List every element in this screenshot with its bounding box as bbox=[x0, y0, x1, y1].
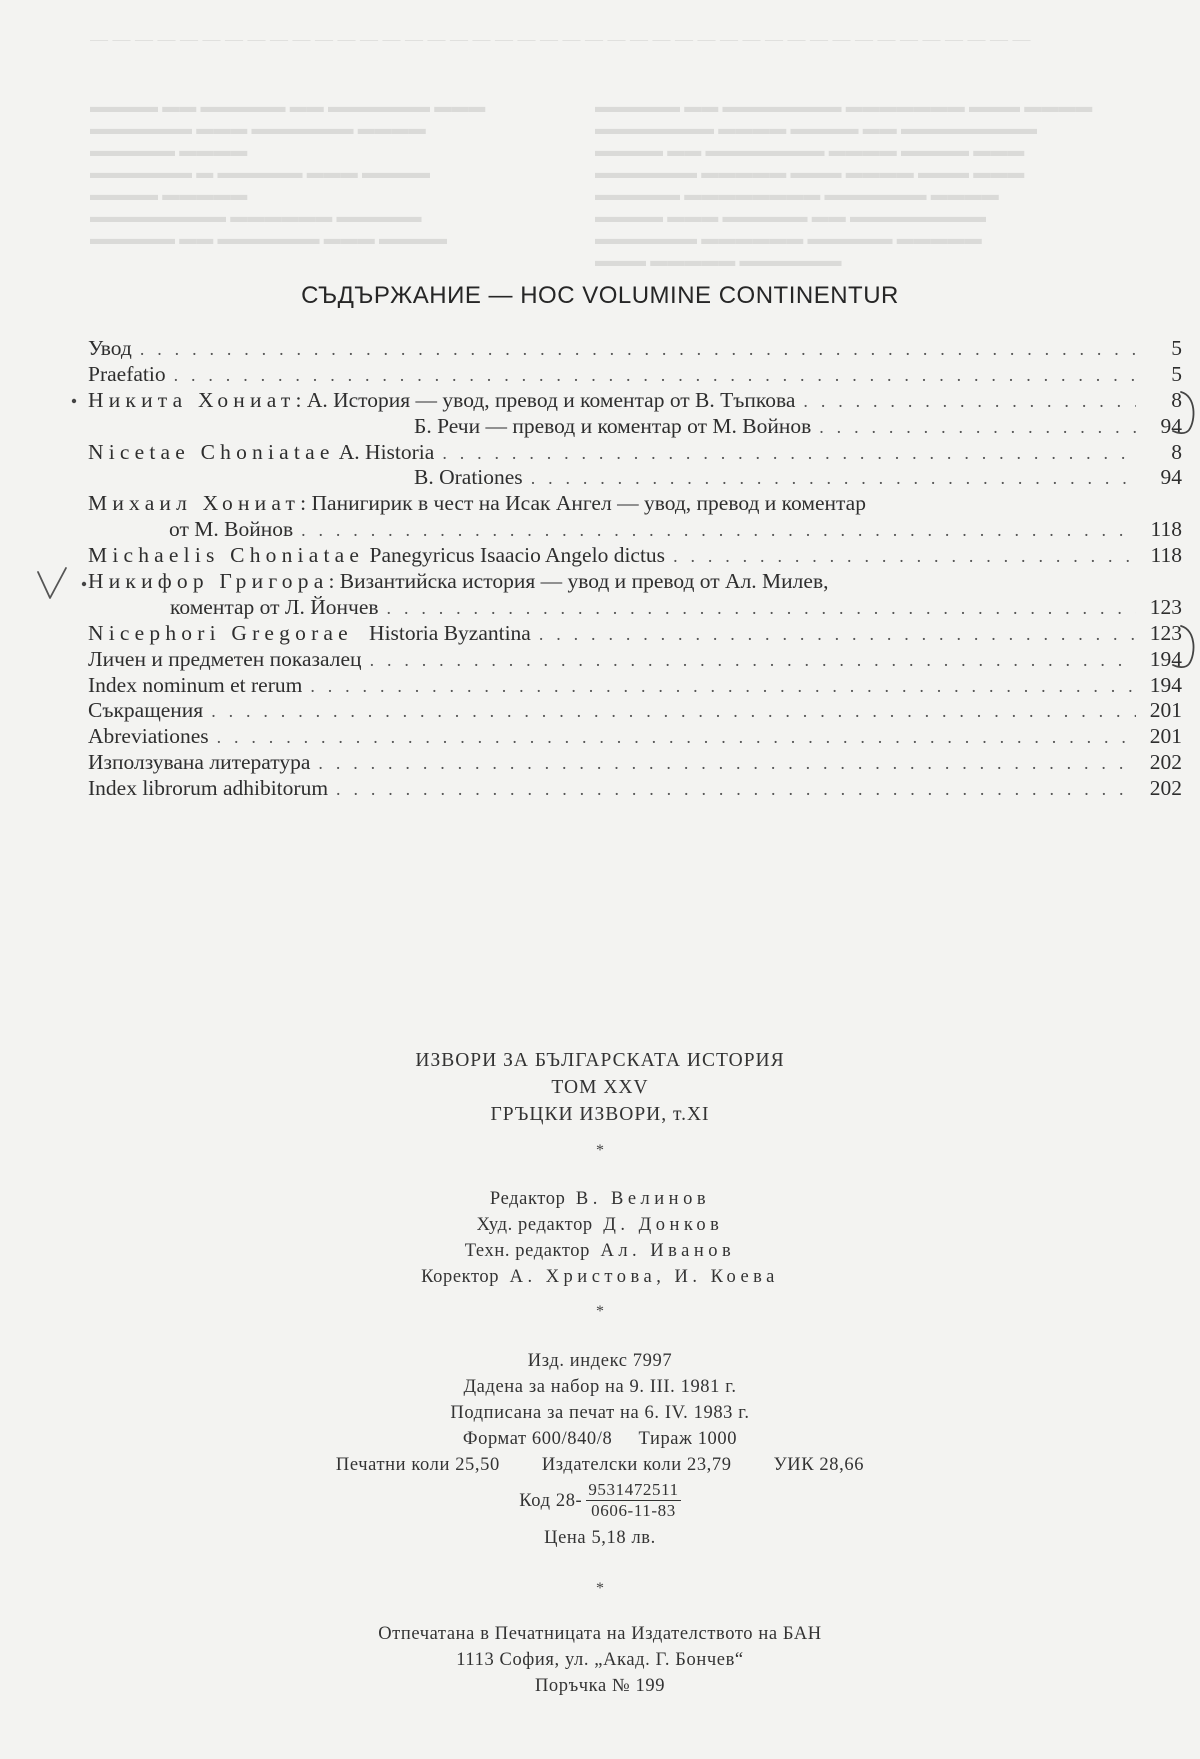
pencil-dot-mark bbox=[82, 582, 86, 586]
toc-page-number: 94 bbox=[1160, 465, 1182, 490]
credit-name: Ал. Иванов bbox=[600, 1241, 736, 1261]
series-info bbox=[0, 1047, 1200, 1128]
pencil-dot-mark bbox=[72, 399, 76, 403]
toc-page-number: 8 bbox=[1171, 439, 1182, 464]
printer-address: 1113 София, ул. „Акад. Г. Бончев“ bbox=[456, 1650, 744, 1670]
toc-row bbox=[88, 414, 1182, 440]
toc-row bbox=[88, 595, 1182, 621]
toc-entry-title: Panegyricus Isaacio Angelo dictus bbox=[364, 543, 666, 568]
toc-page-number: 123 bbox=[1149, 594, 1182, 619]
series-name: ИЗВОРИ ЗА БЪЛГАРСКАТА ИСТОРИЯ bbox=[415, 1050, 785, 1071]
toc-row bbox=[88, 362, 1182, 388]
toc-row bbox=[88, 465, 1182, 491]
publisher-sheets: Издателски коли 23,79 bbox=[541, 1455, 732, 1475]
toc-author: Nicephori Gregorae bbox=[88, 620, 353, 645]
code-label: Код 28- bbox=[519, 1490, 583, 1511]
bleed-through-right-column: ▬▬▬▬▬ ▬▬ ▬▬▬▬▬▬▬ ▬▬▬▬▬▬▬ ▬▬▬ ▬▬▬▬ ▬▬▬▬▬▬▬ ▬▬▬▬ ▬▬▬▬ ▬▬ ▬▬▬▬▬▬▬▬ ▬▬▬▬ ▬▬ ▬▬▬▬▬▬▬ ▬▬▬▬ ▬▬▬▬ ▬▬▬ ▬▬▬▬▬▬ ▬▬▬▬▬ ▬▬▬ ▬▬▬▬ ▬▬▬ ▬▬▬ ▬▬▬▬▬ ▬▬▬▬▬▬▬▬ ▬▬▬▬▬▬ ▬▬▬▬ ▬▬▬▬ ▬▬▬ ▬▬▬▬▬ ▬▬ ▬▬▬▬▬▬▬▬ ▬▬▬▬▬▬ ▬▬▬▬▬▬ ▬▬▬▬▬ ▬▬▬▬▬ ▬▬▬ ▬▬▬▬▬ ▬▬▬▬▬▬ bbox=[595, 97, 1093, 270]
check-mark-icon bbox=[38, 568, 66, 598]
subseries-name: ГРЪЦКИ ИЗВОРИ, т.XI bbox=[490, 1104, 710, 1125]
leader-dots bbox=[387, 596, 1136, 622]
toc-entry: Abreviationes bbox=[88, 724, 209, 749]
toc-entry-title: : А. История — увод, превод и коментар от В. Тъпкова bbox=[295, 387, 796, 412]
toc-page-number: 194 bbox=[1149, 672, 1182, 697]
volume-number: ТОМ XXV bbox=[551, 1077, 649, 1098]
toc-entry-title: A. Historia bbox=[334, 439, 435, 464]
toc-entry-title: Historia Byzantina bbox=[352, 620, 531, 645]
leader-dots bbox=[174, 363, 1136, 389]
credit-line bbox=[0, 1212, 1200, 1238]
toc-page-number: 123 bbox=[1149, 620, 1182, 645]
printed-sheets: Печатни коли 25,50 bbox=[335, 1455, 500, 1475]
toc-row bbox=[88, 336, 1182, 362]
toc-row bbox=[88, 543, 1182, 569]
leader-dots bbox=[217, 725, 1136, 751]
leader-dots bbox=[370, 648, 1136, 674]
toc-row bbox=[88, 569, 1182, 595]
leader-dots bbox=[803, 389, 1136, 415]
toc-row bbox=[88, 698, 1182, 724]
toc-entry: Index nominum et rerum bbox=[88, 672, 303, 697]
format-line bbox=[0, 1426, 1200, 1452]
toc-row bbox=[88, 724, 1182, 750]
toc-page-number: 202 bbox=[1149, 750, 1182, 775]
toc-row bbox=[88, 750, 1182, 776]
toc-row bbox=[88, 517, 1182, 543]
printer-info bbox=[0, 1621, 1200, 1699]
sheets-line bbox=[0, 1452, 1200, 1478]
leader-dots bbox=[140, 337, 1136, 363]
toc-entry bbox=[88, 569, 1182, 595]
toc-entry bbox=[88, 440, 434, 466]
toc-author: Nicetae Choniatae bbox=[88, 439, 335, 464]
toc-entry bbox=[88, 491, 1182, 517]
print-signed-date: Подписана за печат на 6. IV. 1983 г. bbox=[450, 1403, 750, 1423]
credit-role: Редактор bbox=[489, 1189, 566, 1209]
toc-page-number: 201 bbox=[1149, 698, 1182, 723]
code bbox=[519, 1480, 680, 1521]
code-denominator: 0606-11-83 bbox=[591, 1501, 676, 1520]
table-of-contents bbox=[88, 336, 1182, 802]
printer-name: Отпечатана в Печатницата на Издателството на БАН bbox=[378, 1624, 822, 1644]
toc-page-number: 118 bbox=[1150, 543, 1182, 568]
toc-entry bbox=[88, 543, 665, 569]
credit-line bbox=[0, 1238, 1200, 1264]
toc-entry: Index librorum adhibitorum bbox=[88, 776, 329, 801]
typeset-date: Дадена за набор на 9. III. 1981 г. bbox=[463, 1377, 737, 1397]
toc-page-number: 194 bbox=[1149, 646, 1182, 671]
uik-value: УИК 28,66 bbox=[773, 1455, 865, 1475]
toc-row bbox=[88, 621, 1182, 647]
toc-entry: B. Orationes bbox=[414, 465, 523, 490]
credit-line bbox=[0, 1264, 1200, 1290]
toc-entry: Съкращения bbox=[88, 698, 204, 723]
credit-name: В. Велинов bbox=[575, 1189, 711, 1209]
toc-page-number: 8 bbox=[1171, 387, 1182, 412]
toc-row bbox=[88, 491, 1182, 517]
format-value: Формат 600/840/8 bbox=[462, 1429, 613, 1449]
staff-credits bbox=[0, 1186, 1200, 1290]
separator-star: * bbox=[596, 1580, 604, 1597]
toc-entry: Личен и предметен показалец bbox=[88, 646, 362, 671]
toc-entry: от М. Войнов bbox=[169, 517, 294, 542]
toc-entry bbox=[88, 388, 795, 414]
toc-page-number: 118 bbox=[1150, 517, 1182, 542]
separator-star: * bbox=[596, 1142, 604, 1159]
toc-page-number: 94 bbox=[1160, 413, 1182, 438]
separator-star: * bbox=[596, 1303, 604, 1320]
leader-dots bbox=[539, 622, 1136, 648]
toc-entry: Увод bbox=[88, 336, 132, 360]
bleed-through-header: — — — — — — — — — — — — — — — — — — — — — — — — — — — — — — — — — — — — — — — — — — bbox=[90, 29, 1031, 49]
credit-name: А. Христова, И. Коева bbox=[509, 1267, 779, 1287]
toc-title: СЪДЪРЖАНИЕ — HOC VOLUMINE CONTINENTUR bbox=[301, 282, 899, 309]
leader-dots bbox=[318, 751, 1136, 777]
leader-dots bbox=[301, 518, 1136, 544]
credit-name: Д. Донков bbox=[603, 1215, 724, 1235]
toc-author: Michaelis Choniatae bbox=[88, 543, 365, 568]
toc-entry: Praefatio bbox=[88, 361, 166, 386]
print-run: Тираж 1000 bbox=[638, 1429, 738, 1449]
toc-row bbox=[88, 388, 1182, 414]
toc-page-number: 201 bbox=[1149, 724, 1182, 749]
publishing-details bbox=[0, 1348, 1200, 1551]
code-fraction bbox=[586, 1480, 680, 1521]
toc-author: Никифор Григора bbox=[88, 569, 329, 594]
credit-role: Техн. редактор bbox=[464, 1241, 591, 1261]
toc-row bbox=[88, 673, 1182, 699]
leader-dots bbox=[211, 699, 1136, 725]
toc-entry bbox=[88, 621, 531, 647]
code-line bbox=[0, 1480, 1200, 1521]
publisher-index: Изд. индекс 7997 bbox=[527, 1351, 673, 1371]
credit-role: Худ. редактор bbox=[476, 1215, 593, 1235]
toc-entry: Б. Речи — превод и коментар от М. Войнов bbox=[414, 413, 812, 438]
toc-page-number: 202 bbox=[1149, 776, 1182, 801]
leader-dots bbox=[531, 466, 1136, 492]
toc-entry-title: : Византийска история — увод и превод от Ал. Милев, bbox=[328, 569, 829, 594]
toc-author: Никита Хониат bbox=[88, 387, 296, 412]
code-numerator: 9531472511 bbox=[588, 1480, 679, 1499]
bleed-through-left-column: ▬▬▬▬ ▬▬ ▬▬▬▬▬ ▬▬ ▬▬▬▬▬▬ ▬▬▬ ▬▬▬▬▬▬ ▬▬▬ ▬▬▬▬▬▬ ▬▬▬▬ ▬▬▬▬▬ ▬▬▬▬ ▬▬▬▬▬▬ ▬ ▬▬▬▬▬ ▬▬▬ ▬▬▬▬ ▬▬▬▬ ▬▬▬▬▬ ▬▬▬▬▬▬▬▬ ▬▬▬▬▬▬ ▬▬▬▬▬ ▬▬▬▬▬ ▬▬ ▬▬▬▬▬▬ ▬▬▬ ▬▬▬▬ bbox=[90, 97, 486, 248]
toc-page-number: 5 bbox=[1171, 361, 1182, 386]
toc-row bbox=[88, 776, 1182, 802]
toc-row bbox=[88, 440, 1182, 466]
toc-entry-title: : Панигирик в чест на Исак Ангел — увод, превод и коментар bbox=[300, 491, 866, 516]
toc-entry: Използувана литература bbox=[88, 750, 311, 775]
toc-entry: коментар от Л. Йончев bbox=[170, 594, 379, 619]
toc-author: Михаил Хониат bbox=[88, 491, 301, 516]
price: Цена 5,18 лв. bbox=[544, 1528, 656, 1548]
leader-dots bbox=[336, 777, 1136, 803]
leader-dots bbox=[819, 415, 1136, 441]
order-number: Поръчка № 199 bbox=[534, 1676, 666, 1696]
toc-row bbox=[88, 647, 1182, 673]
credit-role: Коректор bbox=[421, 1267, 500, 1287]
leader-dots bbox=[310, 674, 1136, 700]
leader-dots bbox=[673, 544, 1136, 570]
toc-page-number: 5 bbox=[1171, 336, 1182, 360]
credit-line bbox=[0, 1186, 1200, 1212]
leader-dots bbox=[442, 441, 1136, 467]
